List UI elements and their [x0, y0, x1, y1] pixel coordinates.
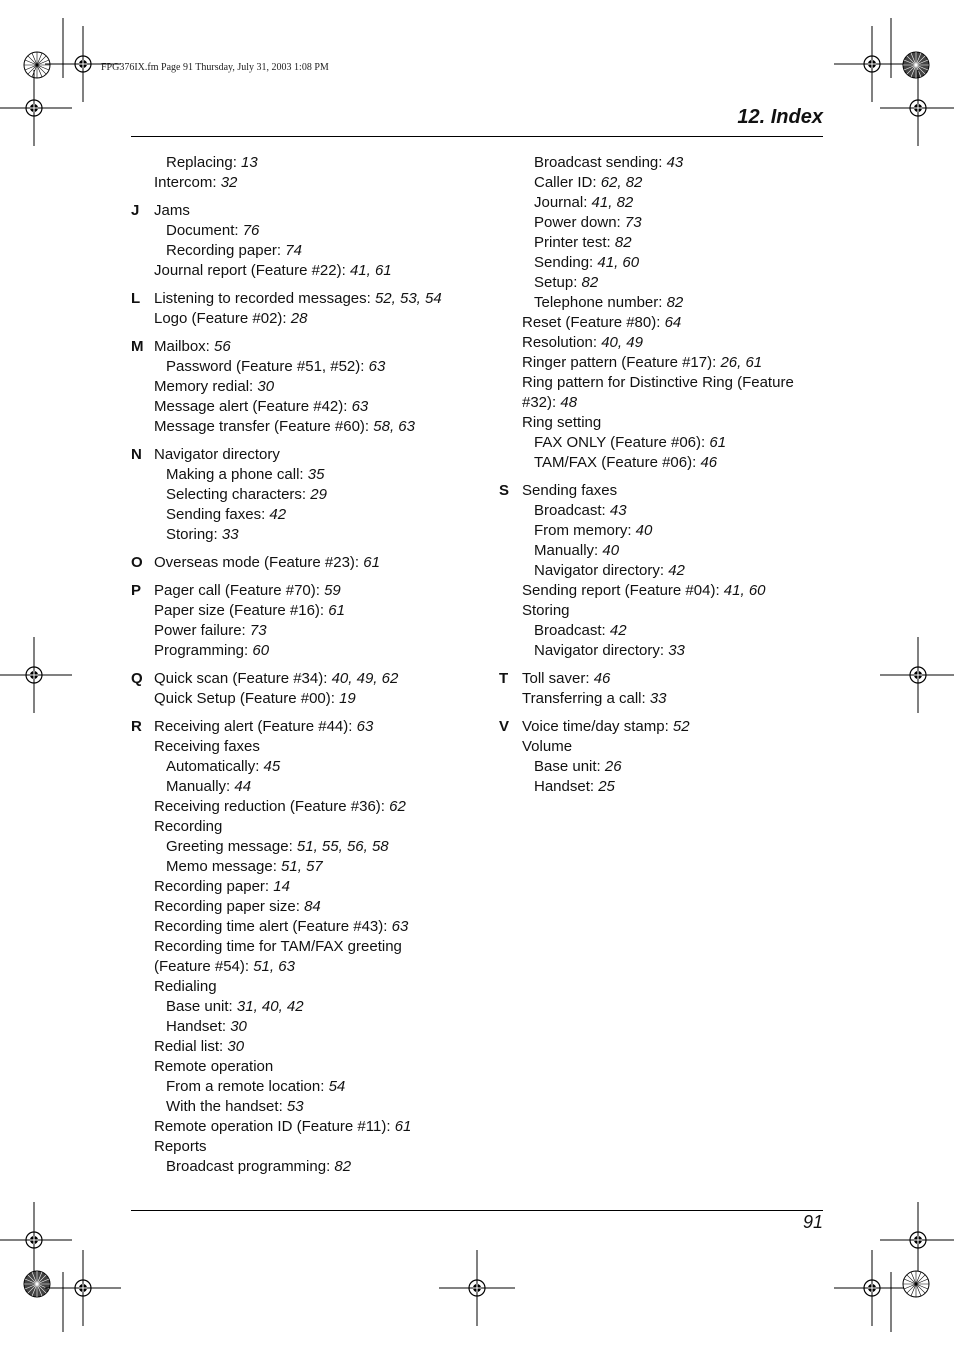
index-group	[131, 669, 451, 709]
entry-pages: 64	[664, 314, 682, 331]
entry-term: Redialing	[154, 978, 217, 995]
entry-pages: 59	[324, 582, 341, 599]
index-entry	[154, 241, 451, 261]
entry-pages: 63	[351, 398, 369, 415]
index-entry	[522, 233, 829, 253]
entry-term: From memory:	[534, 522, 636, 539]
index-entry	[154, 289, 451, 309]
entry-term: Base unit:	[534, 758, 605, 775]
entry-term: Quick Setup (Feature #00):	[154, 690, 340, 707]
entry-pages: 58, 63	[373, 418, 415, 435]
entry-pages: 30	[257, 378, 275, 395]
entry-pages: 53	[286, 1098, 304, 1115]
entry-term: Making a phone call:	[166, 466, 308, 483]
entry-term: FAX ONLY (Feature #06):	[534, 434, 710, 451]
entry-term: Power down:	[534, 214, 625, 231]
entry-pages: 60	[252, 642, 270, 659]
index-entry	[522, 521, 829, 541]
index-entry	[522, 273, 829, 293]
entry-term: Remote operation	[154, 1058, 274, 1075]
entry-pages: 51, 55, 56, 58	[296, 838, 389, 855]
entry-pages: 29	[310, 486, 327, 503]
entry-pages: 44	[234, 778, 252, 795]
entry-term: Receiving alert (Feature #44):	[154, 718, 357, 735]
index-entry	[522, 393, 829, 413]
entry-term: Sending:	[534, 254, 598, 271]
entry-pages: 82	[666, 294, 684, 311]
entry-pages: 48	[560, 394, 578, 411]
entry-term: Sending faxes	[522, 482, 618, 499]
entry-pages: 62	[389, 798, 406, 815]
index-entry	[154, 525, 451, 545]
index-entry	[154, 737, 451, 757]
entry-term: Programming:	[154, 642, 253, 659]
entry-term: Message alert (Feature #42):	[154, 398, 352, 415]
index-entry	[154, 897, 451, 917]
entry-pages: 28	[290, 310, 308, 327]
index-entry	[154, 153, 451, 173]
entry-pages: 40	[635, 522, 653, 539]
entry-term: Toll saver:	[522, 670, 594, 687]
entry-pages: 33	[649, 690, 667, 707]
entry-term: Overseas mode (Feature #23):	[154, 554, 364, 571]
entry-term: Memo message:	[166, 858, 282, 875]
entry-pages: 41, 82	[591, 194, 634, 211]
entry-term: With the handset:	[166, 1098, 287, 1115]
entry-term: (Feature #54):	[154, 958, 254, 975]
index-entry	[154, 357, 451, 377]
index-entry	[522, 689, 829, 709]
entry-pages: 41, 60	[723, 582, 766, 599]
entry-term: Power failure:	[154, 622, 250, 639]
entry-pages: 61	[328, 602, 345, 619]
index-entry	[154, 1037, 451, 1057]
entry-pages: 33	[221, 526, 239, 543]
footer-rule	[131, 1210, 823, 1211]
entry-pages: 74	[285, 242, 302, 259]
entry-pages: 82	[581, 274, 599, 291]
index-entry	[154, 581, 451, 601]
index-entry	[522, 737, 829, 757]
entry-pages: 61	[709, 434, 727, 451]
entry-term: Paper size (Feature #16):	[154, 602, 329, 619]
index-group	[131, 337, 451, 437]
entry-term: Remote operation ID (Feature #11):	[154, 1118, 395, 1135]
entry-pages: 40	[602, 542, 620, 559]
index-entry	[522, 757, 829, 777]
index-entry	[154, 309, 451, 329]
entry-term: Recording	[154, 818, 223, 835]
entry-term: Message transfer (Feature #60):	[154, 418, 374, 435]
entry-term: Document:	[166, 222, 243, 239]
entry-term: Redial list:	[154, 1038, 228, 1055]
index-entry	[522, 433, 829, 453]
entry-term: Reset (Feature #80):	[522, 314, 665, 331]
index-group	[131, 201, 451, 281]
entry-term: Sending faxes:	[166, 506, 270, 523]
entry-pages: 40, 49	[601, 334, 643, 351]
section-title: 12. Index	[737, 106, 823, 128]
index-column-right	[499, 153, 829, 805]
index-entry	[154, 817, 451, 837]
index-group	[499, 669, 829, 709]
index-letter: J	[131, 202, 140, 219]
entry-pages: 30	[230, 1018, 247, 1035]
entry-term: Ringer pattern (Feature #17):	[522, 354, 721, 371]
index-group	[499, 481, 829, 661]
entry-pages: 19	[339, 690, 356, 707]
index-entry	[154, 717, 451, 737]
index-entry	[154, 797, 451, 817]
index-letter: S	[499, 482, 510, 499]
entry-term: Recording time for TAM/FAX greeting	[154, 938, 402, 955]
entry-term: Receiving faxes	[154, 738, 260, 755]
index-entry	[154, 621, 451, 641]
index-entry	[154, 857, 451, 877]
entry-term: Caller ID:	[534, 174, 601, 191]
index-entry	[154, 445, 451, 465]
index-entry	[154, 261, 451, 281]
index-entry	[154, 1117, 451, 1137]
index-entry	[522, 193, 829, 213]
index-entry	[154, 1157, 451, 1177]
index-entry	[154, 417, 451, 437]
index-group	[499, 153, 829, 473]
index-entry	[154, 669, 451, 689]
index-group	[131, 581, 451, 661]
index-entry	[522, 641, 829, 661]
print-slug: FPG376IX.fm Page 91 Thursday, July 31, 2003 1:08 PM	[101, 62, 329, 73]
index-entry	[522, 173, 829, 193]
entry-pages: 82	[334, 1158, 352, 1175]
entry-pages: 46	[700, 454, 718, 471]
index-entry	[154, 485, 451, 505]
entry-pages: 51, 63	[253, 958, 295, 975]
entry-pages: 51, 57	[281, 858, 323, 875]
index-entry	[154, 1017, 451, 1037]
entry-term: Resolution:	[522, 334, 602, 351]
index-entry	[154, 837, 451, 857]
entry-pages: 35	[307, 466, 325, 483]
index-entry	[522, 213, 829, 233]
entry-term: Mailbox:	[154, 338, 215, 355]
entry-pages: 63	[356, 718, 374, 735]
entry-term: Sending report (Feature #04):	[522, 582, 724, 599]
entry-term: Broadcast:	[534, 622, 610, 639]
index-entry	[154, 465, 451, 485]
index-entry	[154, 201, 451, 221]
entry-term: Jams	[154, 202, 190, 219]
entry-pages: 45	[263, 758, 281, 775]
entry-pages: 31, 40, 42	[236, 998, 304, 1015]
index-entry	[522, 777, 829, 797]
entry-term: Recording paper:	[154, 878, 274, 895]
index-letter: R	[131, 718, 142, 735]
entry-term: Recording paper:	[166, 242, 286, 259]
entry-pages: 42	[609, 622, 627, 639]
index-entry	[154, 505, 451, 525]
entry-pages: 61	[394, 1118, 412, 1135]
index-entry	[154, 1137, 451, 1157]
entry-term: Handset:	[166, 1018, 231, 1035]
entry-pages: 56	[214, 338, 231, 355]
index-letter: L	[131, 290, 141, 307]
index-entry	[522, 293, 829, 313]
entry-term: Ring pattern for Distinctive Ring (Feature	[522, 374, 794, 391]
index-entry	[154, 689, 451, 709]
index-entry	[154, 601, 451, 621]
index-entry	[154, 997, 451, 1017]
index-entry	[522, 501, 829, 521]
index-entry	[522, 561, 829, 581]
entry-term: Navigator directory:	[534, 562, 669, 579]
index-entry	[522, 541, 829, 561]
entry-term: Replacing:	[166, 154, 242, 171]
entry-pages: 42	[269, 506, 287, 523]
entry-pages: 26	[604, 758, 622, 775]
entry-term: Transferring a call:	[522, 690, 650, 707]
entry-term: Pager call (Feature #70):	[154, 582, 325, 599]
index-letter: T	[499, 670, 509, 687]
entry-term: Password (Feature #51, #52):	[166, 358, 369, 375]
index-letter: M	[131, 338, 144, 355]
entry-pages: 26, 61	[720, 354, 763, 371]
entry-term: TAM/FAX (Feature #06):	[534, 454, 701, 471]
entry-term: Manually:	[534, 542, 603, 559]
index-entry	[154, 917, 451, 937]
entry-term: Journal:	[534, 194, 592, 211]
index-entry	[522, 253, 829, 273]
index-entry	[522, 313, 829, 333]
entry-term: Voice time/day stamp:	[522, 718, 673, 735]
index-letter: N	[131, 446, 142, 463]
entry-term: Recording paper size:	[154, 898, 305, 915]
entry-term: Telephone number:	[534, 294, 667, 311]
index-entry	[154, 937, 451, 957]
entry-pages: 73	[624, 214, 642, 231]
entry-pages: 54	[328, 1078, 346, 1095]
entry-term: Broadcast sending:	[534, 154, 667, 171]
index-letter: P	[131, 582, 142, 599]
entry-pages: 30	[227, 1038, 245, 1055]
index-entry	[522, 581, 829, 601]
entry-term: Reports	[154, 1138, 207, 1155]
entry-pages: 43	[609, 502, 627, 519]
entry-pages: 25	[598, 778, 615, 795]
index-entry	[154, 221, 451, 241]
entry-pages: 46	[593, 670, 611, 687]
entry-term: Storing:	[166, 526, 222, 543]
entry-term: Quick scan (Feature #34):	[154, 670, 332, 687]
entry-pages: 43	[666, 154, 684, 171]
index-entry	[522, 621, 829, 641]
index-entry	[154, 1077, 451, 1097]
index-group	[131, 553, 451, 573]
index-group	[131, 153, 451, 193]
entry-term: Recording time alert (Feature #43):	[154, 918, 392, 935]
entry-term: Receiving reduction (Feature #36):	[154, 798, 390, 815]
entry-pages: 76	[242, 222, 260, 239]
index-entry	[154, 1057, 451, 1077]
index-entry	[522, 333, 829, 353]
index-entry	[522, 481, 829, 501]
entry-pages: 73	[249, 622, 267, 639]
index-entry	[154, 877, 451, 897]
entry-term: Automatically:	[166, 758, 264, 775]
entry-term: Broadcast:	[534, 502, 610, 519]
entry-term: Navigator directory	[154, 446, 280, 463]
entry-term: Intercom:	[154, 174, 221, 191]
index-entry	[522, 601, 829, 621]
entry-pages: 63	[391, 918, 409, 935]
entry-term: Listening to recorded messages:	[154, 290, 375, 307]
entry-term: Printer test:	[534, 234, 615, 251]
index-entry	[522, 373, 829, 393]
entry-pages: 61	[363, 554, 380, 571]
entry-term: Memory redial:	[154, 378, 258, 395]
entry-pages: 41, 61	[349, 262, 392, 279]
entry-term: Broadcast programming:	[166, 1158, 335, 1175]
index-entry	[154, 377, 451, 397]
entry-term: From a remote location:	[166, 1078, 329, 1095]
entry-term: Journal report (Feature #22):	[154, 262, 350, 279]
entry-pages: 62, 82	[600, 174, 643, 191]
entry-term: Logo (Feature #02):	[154, 310, 291, 327]
index-letter: Q	[131, 670, 143, 687]
index-entry	[154, 641, 451, 661]
index-column-left	[131, 153, 451, 1185]
entry-pages: 14	[273, 878, 290, 895]
entry-pages: 52	[672, 718, 690, 735]
entry-term: Base unit:	[166, 998, 237, 1015]
entry-term: Ring setting	[522, 414, 602, 431]
index-entry	[154, 757, 451, 777]
index-entry	[522, 717, 829, 737]
entry-term: Selecting characters:	[166, 486, 311, 503]
index-entry	[522, 453, 829, 473]
index-group	[499, 717, 829, 797]
entry-pages: 63	[368, 358, 386, 375]
index-entry	[154, 1097, 451, 1117]
entry-term: Volume	[522, 738, 573, 755]
entry-term: Setup:	[534, 274, 582, 291]
entry-pages: 84	[304, 898, 321, 915]
index-entry	[154, 777, 451, 797]
entry-pages: 82	[614, 234, 632, 251]
index-entry	[522, 413, 829, 433]
entry-term: Greeting message:	[166, 838, 297, 855]
index-letter: V	[499, 718, 510, 735]
entry-pages: 42	[668, 562, 685, 579]
index-group	[131, 717, 451, 1177]
index-entry	[154, 397, 451, 417]
entry-term: Storing	[522, 602, 570, 619]
entry-term: Manually:	[166, 778, 235, 795]
entry-pages: 52, 53, 54	[374, 290, 442, 307]
index-entry	[522, 153, 829, 173]
index-entry	[154, 957, 451, 977]
entry-pages: 40, 49, 62	[331, 670, 399, 687]
entry-pages: 41, 60	[597, 254, 640, 271]
entry-term: #32):	[522, 394, 561, 411]
index-entry	[154, 173, 451, 193]
index-entry	[154, 977, 451, 997]
index-entry	[522, 353, 829, 373]
entry-term: Navigator directory:	[534, 642, 669, 659]
index-group	[131, 289, 451, 329]
index-letter: O	[131, 554, 143, 571]
page-number: 91	[802, 1212, 823, 1232]
entry-pages: 33	[668, 642, 685, 659]
index-group	[131, 445, 451, 545]
index-entry	[154, 337, 451, 357]
entry-pages: 13	[241, 154, 258, 171]
entry-pages: 32	[220, 174, 238, 191]
entry-term: Handset:	[534, 778, 599, 795]
header-rule	[131, 136, 823, 137]
index-entry	[522, 669, 829, 689]
index-entry	[154, 553, 451, 573]
